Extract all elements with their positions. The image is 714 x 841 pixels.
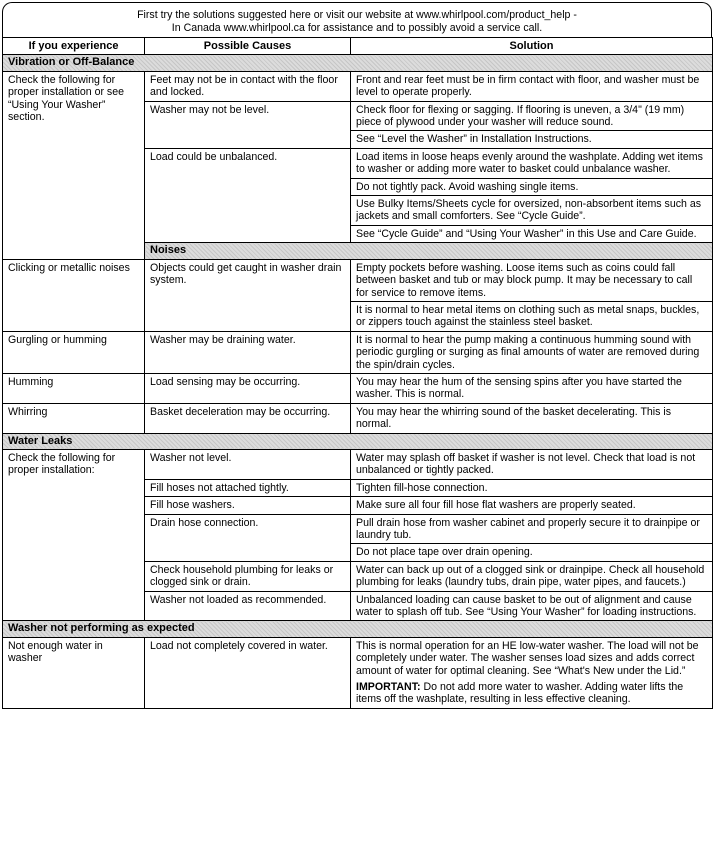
intro-box (2, 2, 712, 37)
solution-cell: Do not tightly pack. Avoid washing single items. (351, 178, 713, 195)
cause-cell: Washer not loaded as recommended. (145, 591, 351, 621)
important-note (356, 681, 707, 706)
solution-cell: Tighten fill-hose connection. (351, 479, 713, 496)
solution-cell: Front and rear feet must be in firm contact with floor, and washer must be level to operate properly. (351, 71, 713, 101)
table-row (3, 331, 713, 373)
experience-cell: Humming (3, 373, 145, 403)
troubleshooting-table (2, 37, 713, 709)
solution-cell: It is normal to hear the pump making a continuous humming sound with periodic gurgling or surging as final amounts of water are removed during the spin/drain cycles. (351, 331, 713, 373)
table-row (3, 637, 713, 708)
section-water-leaks (3, 433, 713, 449)
table-row (3, 259, 713, 301)
cause-cell: Washer may not be level. (145, 101, 351, 148)
solution-cell: You may hear the whirring sound of the basket decelerating. This is normal. (351, 403, 713, 433)
cause-cell: Fill hoses not attached tightly. (145, 479, 351, 496)
experience-cell: Whirring (3, 403, 145, 433)
solution-cell: You may hear the hum of the sensing spins after you have started the washer. This is normal. (351, 373, 713, 403)
solution-cell: It is normal to hear metal items on clothing such as metal snaps, buckles, or zippers touch against the stainless steel basket. (351, 301, 713, 331)
section-vibration (3, 55, 713, 71)
solution-cell: Water may splash off basket if washer is not level. Check that load is not unbalanced or tightly packed. (351, 449, 713, 479)
solution-cell: Check floor for flexing or sagging. If flooring is uneven, a 3/4" (19 mm) piece of plywood under your washer will reduce sound. (351, 101, 713, 131)
solution-cell: Make sure all four fill hose flat washers are properly seated. (351, 497, 713, 514)
cause-cell: Fill hose washers. (145, 497, 351, 514)
cause-cell: Load not completely covered in water. (145, 637, 351, 708)
solution-cell: See “Level the Washer” in Installation Instructions. (351, 131, 713, 148)
intro-line-2: In Canada www.whirlpool.ca for assistance and to possibly avoid a service call. (171, 21, 543, 34)
header-row (3, 38, 713, 55)
experience-cell: Not enough water in washer (3, 637, 145, 708)
solution-cell: Do not place tape over drain opening. (351, 544, 713, 561)
intro-line-1: First try the solutions suggested here or visit our website at www.whirlpool.com/product_help - (137, 9, 577, 21)
solution-cell: Use Bulky Items/Sheets cycle for oversized, non-absorbent items such as jackets and small comforters. See “Cycle Guide”. (351, 196, 713, 226)
section-title: Noises (145, 243, 713, 259)
header-solution: Solution (351, 38, 713, 55)
solution-cell: Unbalanced loading can cause basket to be out of alignment and cause water to splash off tub. See “Using Your Washer” for loading instructions. (351, 591, 713, 621)
experience-cell: Check the following for proper installation or see “Using Your Washer” section. (3, 71, 145, 259)
cause-cell: Drain hose connection. (145, 514, 351, 561)
solution-text: This is normal operation for an HE low-water washer. The load will not be completely under water. The washer senses load sizes and adds correct amount of water for optimal cleaning. See “What's New under the Lid.” (356, 639, 699, 677)
cause-cell: Check household plumbing for leaks or clogged sink or drain. (145, 561, 351, 591)
table-row (3, 71, 713, 101)
experience-cell: Clicking or metallic noises (3, 259, 145, 331)
table-row (3, 449, 713, 479)
solution-cell: See “Cycle Guide” and “Using Your Washer” in this Use and Care Guide. (351, 225, 713, 242)
troubleshooting-page (2, 2, 712, 709)
cause-cell: Load could be unbalanced. (145, 148, 351, 242)
cause-cell: Basket deceleration may be occurring. (145, 403, 351, 433)
cause-cell: Objects could get caught in washer drain system. (145, 259, 351, 331)
solution-cell: Load items in loose heaps evenly around the washplate. Adding wet items to washer or adding more water to basket could unbalance washer. (351, 148, 713, 178)
cause-cell: Feet may not be in contact with the floor and locked. (145, 71, 351, 101)
cause-cell: Load sensing may be occurring. (145, 373, 351, 403)
section-title: Water Leaks (3, 433, 713, 449)
section-performance (3, 621, 713, 637)
table-row (3, 403, 713, 433)
section-title: Vibration or Off-Balance (3, 55, 713, 71)
cause-cell: Washer may be draining water. (145, 331, 351, 373)
cause-cell: Washer not level. (145, 449, 351, 479)
solution-cell (351, 637, 713, 708)
experience-cell: Check the following for proper installation: (3, 449, 145, 620)
solution-cell: Water can back up out of a clogged sink or drainpipe. Check all household plumbing for leaks (laundry tubs, drain pipe, water pipes, and faucets.) (351, 561, 713, 591)
header-experience: If you experience (3, 38, 145, 55)
solution-cell: Empty pockets before washing. Loose items such as coins could fall between basket and tub or may block pump. It may be necessary to call for service to remove items. (351, 259, 713, 301)
important-label: IMPORTANT: (356, 681, 421, 694)
table-row (3, 373, 713, 403)
section-title: Washer not performing as expected (3, 621, 713, 637)
important-text: Do not add more water to washer. Adding water lifts the items off the washplate, resulting in less effective cleaning. (356, 681, 684, 706)
experience-cell: Gurgling or humming (3, 331, 145, 373)
header-causes: Possible Causes (145, 38, 351, 55)
solution-cell: Pull drain hose from washer cabinet and properly secure it to drainpipe or laundry tub. (351, 514, 713, 544)
